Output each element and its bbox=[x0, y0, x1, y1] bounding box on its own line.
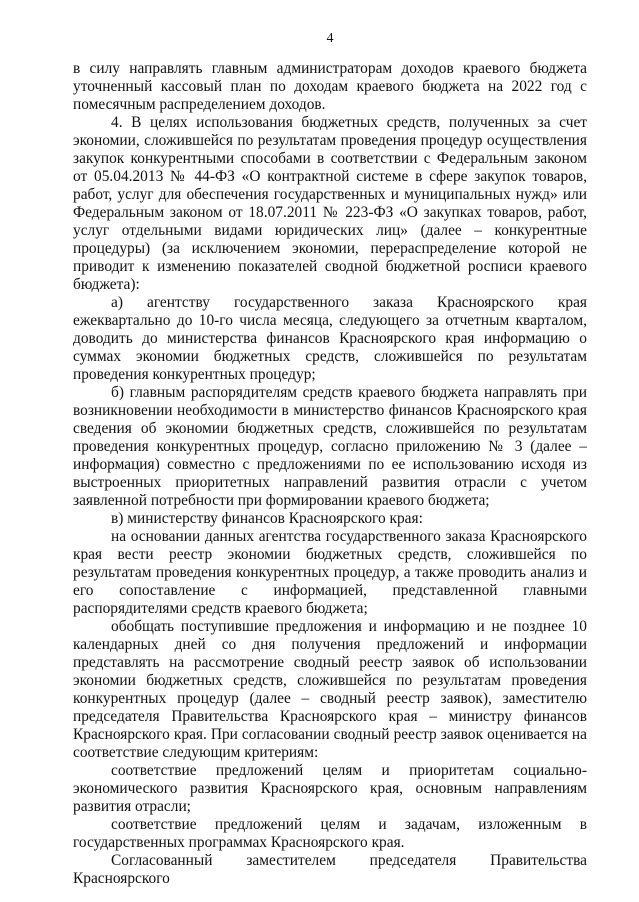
document-body bbox=[73, 60, 587, 888]
paragraph: соответствие предложений целям и приоритетам социально-экономического развития Красноярского края, основным направлениям развития отрасли; bbox=[73, 762, 587, 815]
paragraph: а) агентству государственного заказа Красноярского края ежеквартально до 10-го числа месяца, следующего за отчетным кварталом, доводить до министерства финансов Красноярского края информацию о суммах экономии бюджетных средств, сложившейся по результатам проведения конкурентных процедур; bbox=[73, 294, 587, 383]
paragraph: обобщать поступившие предложения и информацию и не позднее 10 календарных дней со дня получения предложений и информации представлять на рассмотрение сводный реестр заявок об использовании экономии бюджетных средств, сложившейся по результатам проведения конкурентных процедур (далее – сводный реестр заявок), заместителю председателя Правительства Красноярского края – министру финансов Красноярского края. При согласовании сводный реестр заявок оценивается на соответствие следующим критериям: bbox=[73, 618, 587, 761]
page-number: 4 bbox=[326, 31, 334, 46]
paragraph: в силу направлять главным администраторам доходов краевого бюджета уточненный кассовый план по доходам краевого бюджета на 2022 год с помесячным распределением доходов. bbox=[73, 60, 587, 113]
paragraph: в) министерству финансов Красноярского края: bbox=[111, 510, 423, 527]
paragraph: соответствие предложений целям и задачам, изложенным в государственных программах Красноярского края. bbox=[73, 816, 587, 851]
paragraph: Согласованный заместителем председателя Правительства Красноярского bbox=[73, 852, 587, 887]
paragraph: б) главным распорядителям средств краевого бюджета направлять при возникновении необходимости в министерство финансов Красноярского края сведения об экономии бюджетных средств, сложившейся по результатам проведения конкурентных процедур, согласно приложению № 3 (далее – информация) совместно с предложениями по ее использованию исходя из выстроенных приоритетных направлений развития отрасли с учетом заявленной потребности при формировании краевого бюджета; bbox=[73, 384, 587, 509]
paragraph: 4. В целях использования бюджетных средств, полученных за счет экономии, сложившейся по результатам проведения процедур осуществления закупок конкурентными способами в соответствии с Федеральным законом от 05.04.2013 № 44-ФЗ «О контрактной системе в сфере закупок товаров, работ, услуг для обеспечения государственных и муниципальных нужд» или Федеральным законом от 18.07.2011 № 223-ФЗ «О закупках товаров, работ, услуг отдельными видами юридических лиц» (далее – конкурентные процедуры) (за исключением экономии, перераспределение которой не приводит к изменению показателей сводной бюджетной росписи краевого бюджета): bbox=[73, 114, 587, 293]
paragraph: на основании данных агентства государственного заказа Красноярского края вести реестр экономии бюджетных средств, сложившейся по результатам проведения конкурентных процедур, а также проводить анализ и его сопоставление с информацией, представленной главными распорядителями средств краевого бюджета; bbox=[73, 528, 587, 617]
